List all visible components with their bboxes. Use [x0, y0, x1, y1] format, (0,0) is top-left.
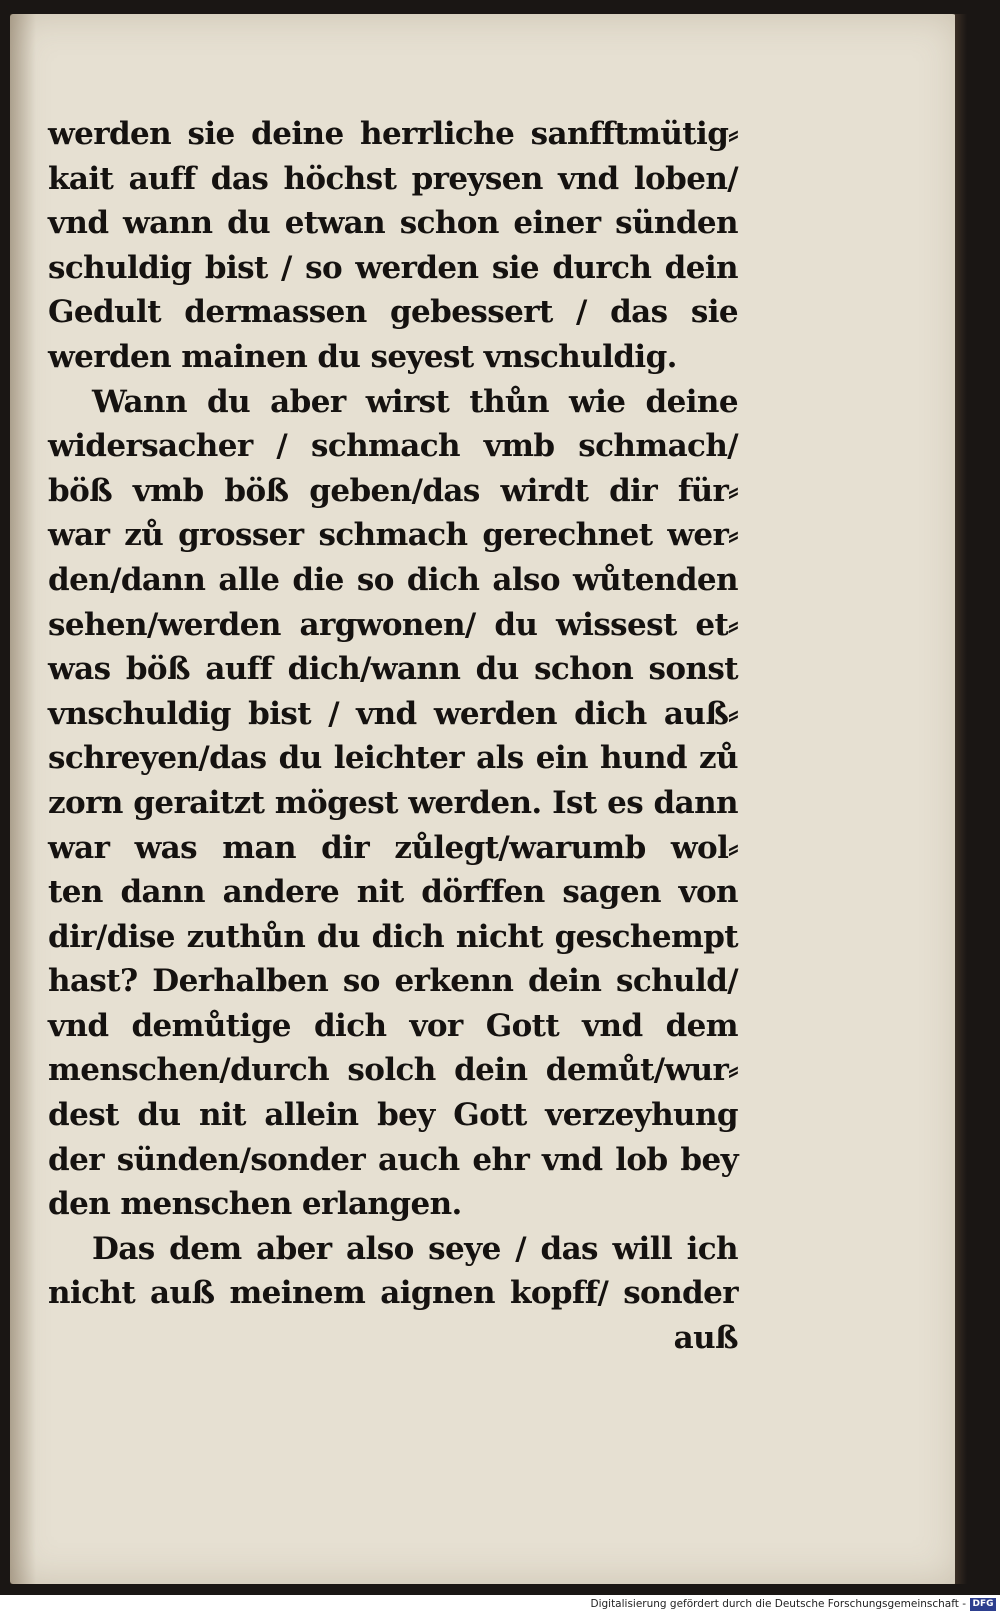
text-line: schreyen/das du leichter als ein hund zů	[48, 740, 738, 777]
book-edge	[955, 14, 967, 1584]
text-line: dir/dise zuthůn du dich nicht geschempt	[48, 918, 738, 955]
paragraph-start-line: Wann du aber wirst thůn wie deine	[92, 383, 738, 420]
text-line: nicht auß meinem aignen kopff/ sonder	[48, 1275, 738, 1312]
footer-credit: Digitalisierung gefördert durch die Deutsche Forschungsgemeinschaft -	[590, 1598, 966, 1610]
text-line: Gedult dermassen gebessert / das sie	[48, 294, 738, 331]
text-line: der sünden/sonder auch ehr vnd lob bey	[48, 1141, 738, 1178]
body-text	[48, 112, 738, 1361]
text-line: dest du nit allein bey Gott verzeyhung	[48, 1097, 738, 1134]
text-line: vnd demůtige dich vor Gott vnd dem	[48, 1007, 738, 1044]
text-line: kait auff das höchst preysen vnd loben/	[48, 160, 738, 197]
text-line: sehen/werden argwonen/ du wissest et⸗	[48, 606, 738, 643]
text-line: den/dann alle die so dich also wůtenden	[48, 561, 738, 598]
text-line: widersacher / schmach vmb schmach/	[48, 428, 738, 465]
text-line: vnd wann du etwan schon einer sünden	[48, 205, 738, 242]
text-line: den menschen erlangen.	[48, 1186, 462, 1223]
text-line: menschen/durch solch dein demůt/wur⸗	[48, 1052, 738, 1089]
footer-bar	[0, 1595, 1000, 1615]
text-line: ten dann andere nit dörffen sagen von	[48, 874, 738, 911]
text-line: werden mainen du seyest vnschuldig.	[48, 338, 677, 375]
dfg-logo[interactable]: DFG	[970, 1598, 996, 1611]
text-line: werden sie deine herrliche sanfftmütig⸗	[48, 116, 738, 152]
text-line: vnschuldig bist / vnd werden dich auß⸗	[48, 695, 738, 732]
text-line: war zů grosser schmach gerechnet wer⸗	[48, 517, 738, 554]
text-line: böß vmb böß geben/das wirdt dir für⸗	[48, 472, 738, 509]
text-line: war was man dir zůlegt/warumb wol⸗	[48, 829, 738, 866]
text-line: hast? Derhalben so erkenn dein schuld/	[48, 963, 738, 1000]
text-line: schuldig bist / so werden sie durch dein	[48, 249, 738, 286]
page-gutter-shadow	[10, 14, 36, 1584]
text-line: was böß auff dich/wann du schon sonst	[48, 651, 738, 688]
catchword: auß	[673, 1320, 738, 1357]
text-line: zorn geraitzt mögest werden. Ist es dann	[48, 784, 738, 821]
paragraph-start-line: Das dem aber also seye / das will ich	[92, 1230, 738, 1267]
